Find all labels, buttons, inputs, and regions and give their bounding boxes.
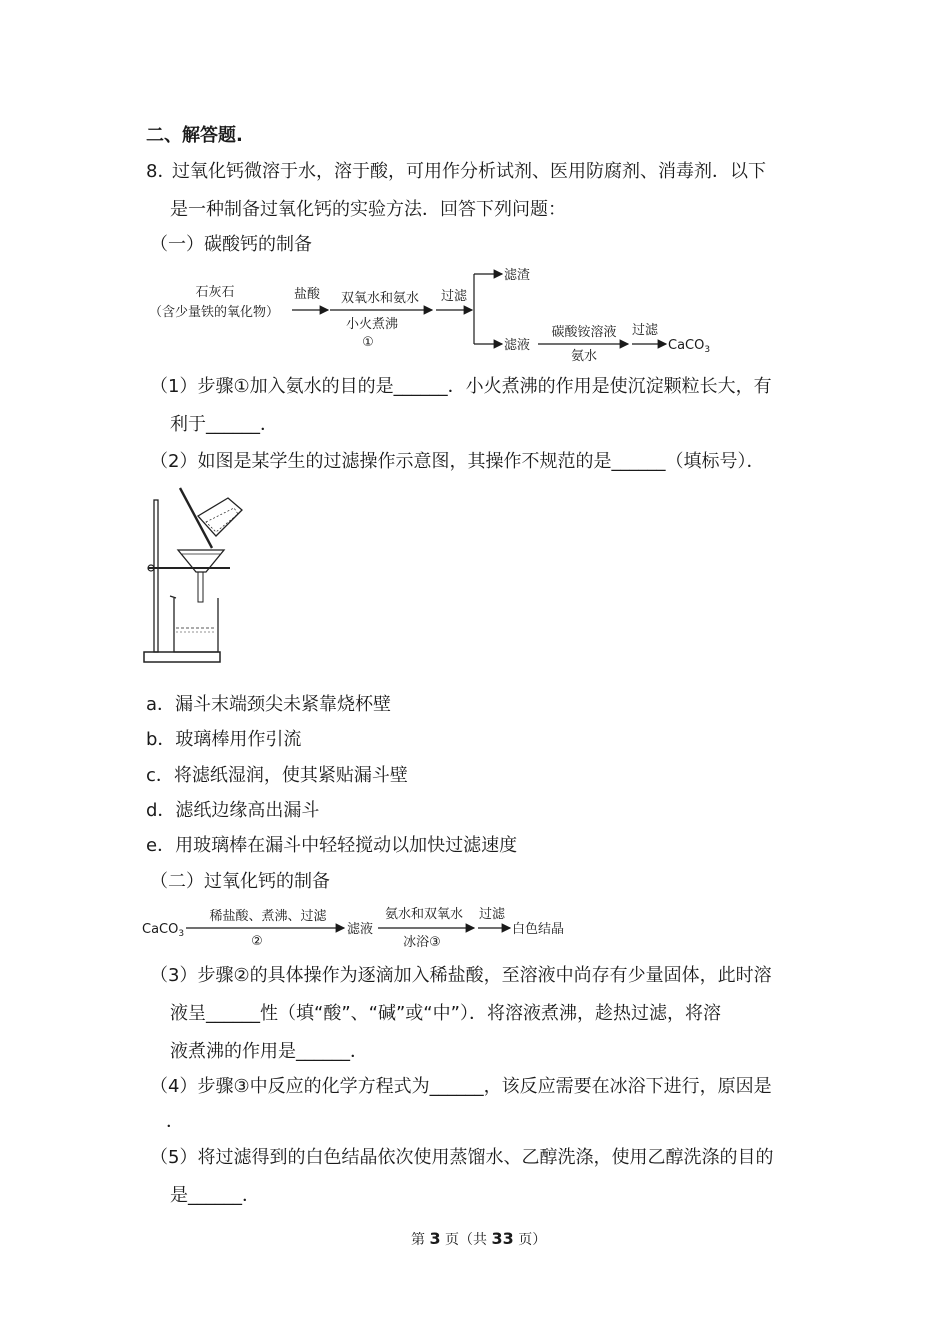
flow2-arrow2-top: 氨水和双氧水: [384, 907, 464, 922]
section-title: 二、解答题.: [146, 125, 243, 146]
q5-line2: 是______．: [170, 1185, 260, 1206]
flow1-residue: 滤渣: [504, 268, 531, 283]
flow1-arrow2-top: 双氧水和氨水: [340, 291, 420, 306]
question-number: 8．: [146, 161, 176, 182]
part2-title: （二）过氧化钙的制备: [150, 871, 330, 892]
option-c: c．将滤纸湿润，使其紧贴漏斗壁: [146, 765, 408, 786]
flow1-filtrate: 滤液: [504, 338, 531, 353]
flow1-arrow1-label: 盐酸: [293, 287, 321, 302]
funnel-stem: [198, 572, 203, 602]
flow-diagram-1: [140, 262, 730, 362]
beaker: [174, 598, 218, 652]
stand-rod: [154, 500, 158, 652]
option-b: b．玻璃棒用作引流: [146, 729, 302, 750]
flow2-arrow1-top: 稀盐酸、煮沸、过滤: [209, 909, 327, 924]
part1-title: （一）碳酸钙的制备: [150, 234, 312, 255]
flow1-step-1: ①: [362, 335, 374, 350]
q4-line2: ．: [166, 1111, 184, 1132]
flow2-arrow2-bottom: 冰浴③: [403, 935, 441, 950]
flow2-start: CaCO$_3$: [142, 922, 185, 939]
q1-line2: 利于______．: [170, 414, 278, 435]
flow1-arrow3-label: 过滤: [440, 289, 468, 304]
option-e: e．用玻璃棒在漏斗中轻轻搅动以加快过滤速度: [146, 835, 518, 856]
question-intro-line1: 过氧化钙微溶于水，溶于酸，可用作分析试剂、医用防腐剂、消毒剂．以下: [172, 161, 766, 182]
flow2-filtrate: 滤液: [347, 922, 374, 937]
q3-line1: （3）步骤②的具体操作为逐滴加入稀盐酸，至溶液中尚存有少量固体，此时溶: [150, 965, 772, 986]
flow1-start-line1: 石灰石: [195, 285, 235, 300]
option-a: a．漏斗末端颈尖未紧靠烧杯壁: [146, 694, 392, 715]
flow1-product: CaCO$_3$: [668, 338, 711, 355]
flow1-arrow4-top: 碳酸铵溶液: [551, 325, 617, 340]
flow2-arrow3-label: 过滤: [478, 907, 506, 922]
flow1-arrow5-label: 过滤: [631, 323, 659, 338]
page-number: 3: [429, 1229, 441, 1248]
pouring-beaker: [198, 498, 242, 536]
q3-line3: 液煮沸的作用是______．: [170, 1041, 368, 1062]
question-intro-line2: 是一种制备过氧化钙的实验方法．回答下列问题：: [170, 199, 566, 220]
flow1-start-line2: （含少量铁的氧化物）: [148, 305, 280, 320]
flow1-arrow2-bottom: 小火煮沸: [345, 317, 399, 332]
stand-base: [144, 652, 220, 662]
flow2-step-2: ②: [251, 934, 263, 949]
page-total: 33: [491, 1229, 514, 1248]
option-d: d．滤纸边缘高出漏斗: [146, 800, 320, 821]
q2-text: （2）如图是某学生的过滤操作示意图，其操作不规范的是______（填标号）．: [150, 451, 765, 472]
q5-line1: （5）将过滤得到的白色结晶依次使用蒸馏水、乙醇洗涤，使用乙醇洗涤的目的: [150, 1147, 774, 1168]
filtration-apparatus-figure: [140, 480, 260, 670]
flow-diagram-2: [140, 900, 600, 952]
q1-line1: （1）步骤①加入氨水的目的是______．小火煮沸的作用是使沉淀颗粒长大，有: [150, 376, 772, 397]
flow1-arrow4-bottom: 氨水: [570, 349, 598, 362]
flow2-product: 白色结晶: [512, 922, 565, 937]
page-footer: 第 3 页（共 33 页）: [411, 1229, 547, 1248]
glass-rod: [180, 488, 212, 548]
q4-line1: （4）步骤③中反应的化学方程式为______，该反应需要在冰浴下进行，原因是: [150, 1076, 772, 1097]
q3-line2: 液呈______性（填“酸”、“碱”或“中”）．将溶液煮沸，趁热过滤，将溶: [170, 1003, 721, 1024]
